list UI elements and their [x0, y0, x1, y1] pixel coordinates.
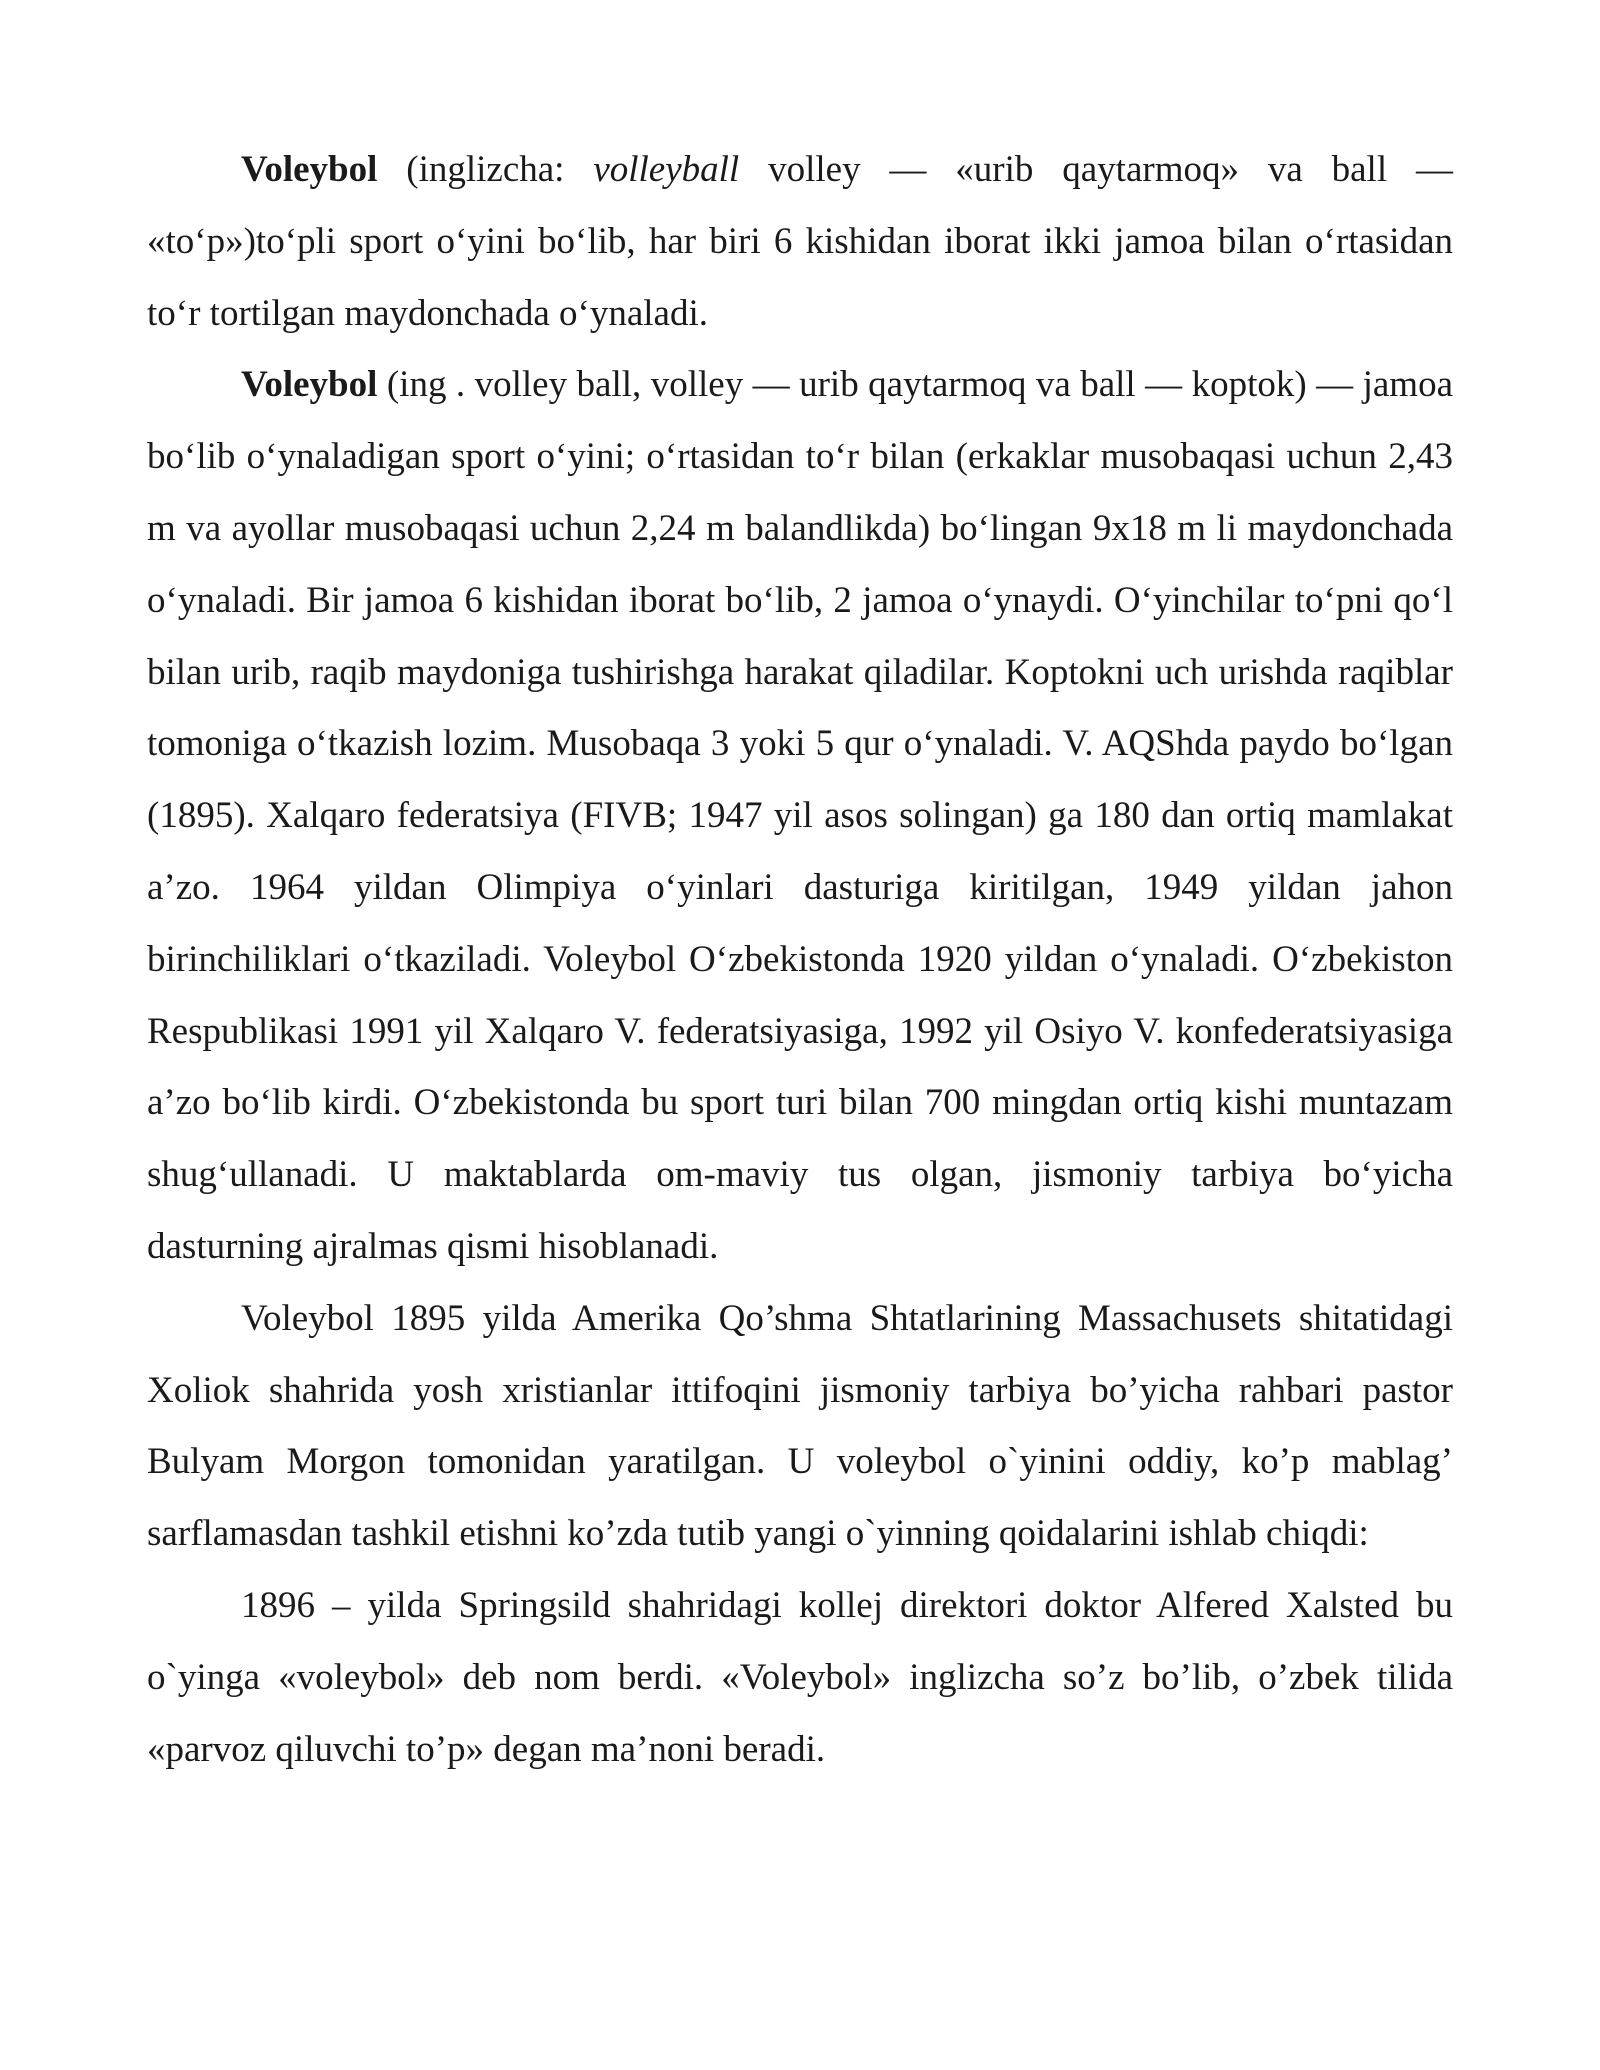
- document-body: [147, 134, 1453, 1785]
- paragraph-history: Voleybol 1895 yilda Amerika Qo’shma Shtatlarining Massachusets shitatidagi Xoliok shahrida yosh xristianlar ittifoqini jismoniy tarbiya bo’yicha rahbari pastor Bulyam Morgon tomonidan yaratilgan. U voleybol o`yinini oddiy, ko’p mablag’ sarflamasdan tashkil etishni ko’zda tutib yangi o`yinning qoidalarini ishlab chiqdi:: [147, 1297, 1453, 1555]
- paragraph-encyclopedia: [147, 349, 1453, 1282]
- paragraph-definition: [147, 134, 1453, 349]
- term-voleybol: Voleybol: [241, 364, 378, 406]
- term-english: volleyball: [593, 149, 740, 190]
- paragraph-text: volley — «urib qaytarmoq» va ball — «to‘p»)to‘pli sport o‘yini bo‘lib, har biri 6 kishidan iborat ikki jamoa bilan o‘rtasidan to‘r tortilgan maydonchada o‘ynaladi.: [147, 149, 1453, 334]
- paragraph-text: (ing . volley ball, volley — urib qaytarmoq va ball — koptok) — jamoa bo‘lib o‘ynaladigan sport o‘yini; o‘rtasidan to‘r bilan (erkaklar musobaqasi uchun 2,43 m va ayollar musobaqasi uchun 2,24 m balandlikda) bo‘lingan 9x18 m li maydonchada o‘ynaladi. Bir jamoa 6 kishidan iborat bo‘lib, 2 jamoa o‘ynaydi. O‘yinchilar to‘pni qo‘l bilan urib, raqib maydoniga tushirishga harakat qiladilar. Koptokni uch urishda raqiblar tomoniga o‘tkazish lozim. Musobaqa 3 yoki 5 qur o‘ynaladi. V. AQShda paydo bo‘lgan (1895). Xalqaro federatsiya (FIVB; 1947 yil asos solingan) ga 180 dan ortiq mamlakat a’zo. 1964 yildan Olimpiya o‘yinlari dasturiga kiritilgan, 1949 yildan jahon birinchiliklari o‘tkaziladi. Voleybol O‘zbekistonda 1920 yildan o‘ynaladi. O‘zbekiston Respublikasi 1991 yil Xalqaro V. federatsiyasiga, 1992 yil Osiyo V. konfederatsiyasiga a’zo bo‘lib kirdi. O‘zbekistonda bu sport turi bilan 700 mingdan ortiq kishi muntazam shug‘ullanadi. U maktablarda om-maviy tus olgan, jismoniy tarbiya bo‘yicha dasturning ajralmas qismi hisoblanadi.: [147, 364, 1453, 1267]
- paragraph-text: (inglizcha:: [377, 149, 594, 190]
- term-voleybol: Voleybol: [241, 149, 378, 190]
- paragraph-naming: 1896 – yilda Springsild shahridagi kollej direktori doktor Alfered Xalsted bu o`yinga «voleybol» deb nom berdi. «Voleybol» inglizcha so’z bo’lib, o’zbek tilida «parvoz qiluvchi to’p» degan ma’noni beradi.: [147, 1584, 1453, 1770]
